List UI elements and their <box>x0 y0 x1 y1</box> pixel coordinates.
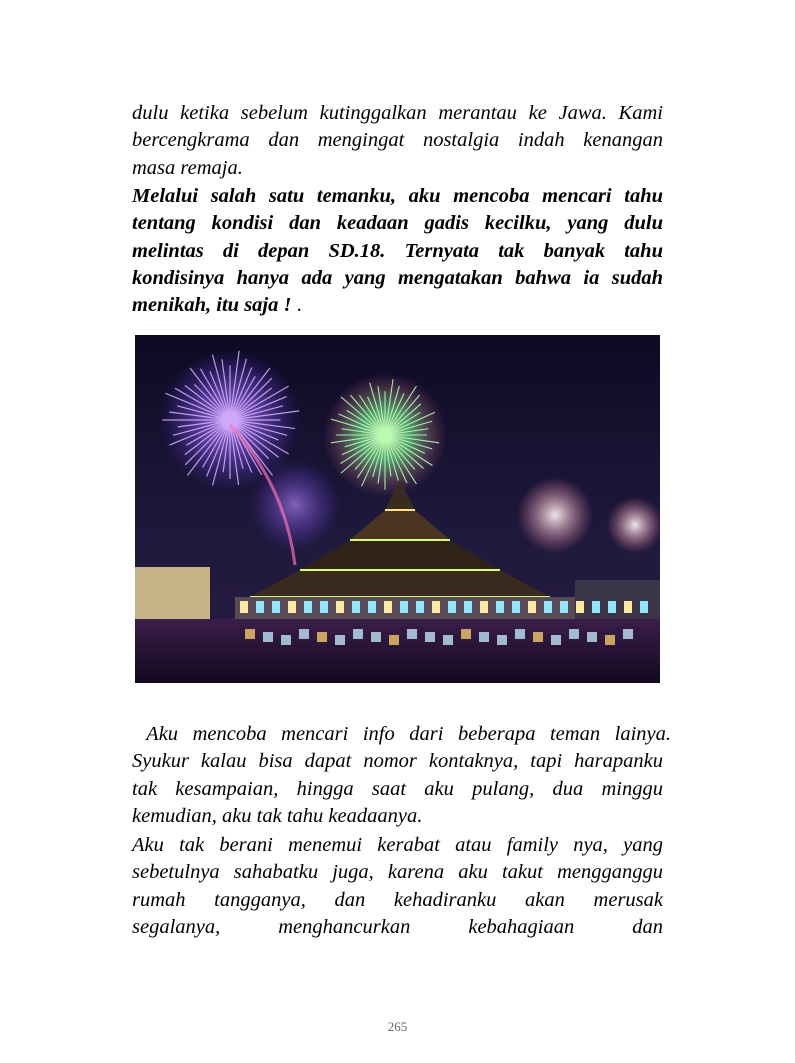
page-number: 265 <box>387 1019 408 1034</box>
text-line: segalanya, menghancurkan kebahagiaan dan <box>132 915 663 938</box>
text-line: tak kesampaian, hingga saat aku pulang, dua minggu <box>132 777 663 800</box>
text-line: Aku tak berani menemui kerabat atau family nya, yang <box>132 834 663 856</box>
water-reflection <box>135 619 660 683</box>
firework-burst-small <box>250 460 340 550</box>
text-line: kondisinya hanya ada yang mengatakan bahwa ia sudah <box>132 266 663 289</box>
text-line: dulu ketika sebelum kutinggalkan merantau ke Jawa. Kami <box>132 102 663 124</box>
firework-burst-center <box>323 373 447 497</box>
trailing-period: . <box>296 294 302 317</box>
paragraph-4 <box>132 832 663 941</box>
text-line: Syukur kalau bisa dapat nomor kontaknya, tapi harapanku <box>132 750 663 773</box>
text-line: Melalui salah satu temanku, aku mencoba mencari tahu <box>132 185 663 207</box>
text-line: kemudian, aku tak tahu keadaanya. <box>132 804 423 827</box>
text-line-main: menikah, itu saja ! <box>132 294 292 317</box>
paragraph-3 <box>132 721 671 830</box>
text-line: melintas di depan SD.18. Ternyata tak banyak tahu <box>132 239 663 262</box>
paragraph-2 <box>132 183 663 319</box>
text-line: sebetulnya sahabatku juga, karena aku takut mengganggu <box>132 861 663 884</box>
text-line: masa remaja. <box>132 156 243 179</box>
text-line <box>132 292 663 319</box>
text-line: Aku mencoba mencari info dari beberapa teman lainya. <box>132 723 671 745</box>
paragraph-1 <box>132 100 663 182</box>
fireworks-mosque-photo <box>135 335 660 683</box>
text-line: tentang kondisi dan keadaan gadis kecilku, yang dulu <box>132 212 663 235</box>
text-line: rumah tangganya, dan kehadiranku akan merusak <box>132 888 663 911</box>
text-line: bercengkrama dan mengingat nostalgia indah kenangan <box>132 129 663 152</box>
